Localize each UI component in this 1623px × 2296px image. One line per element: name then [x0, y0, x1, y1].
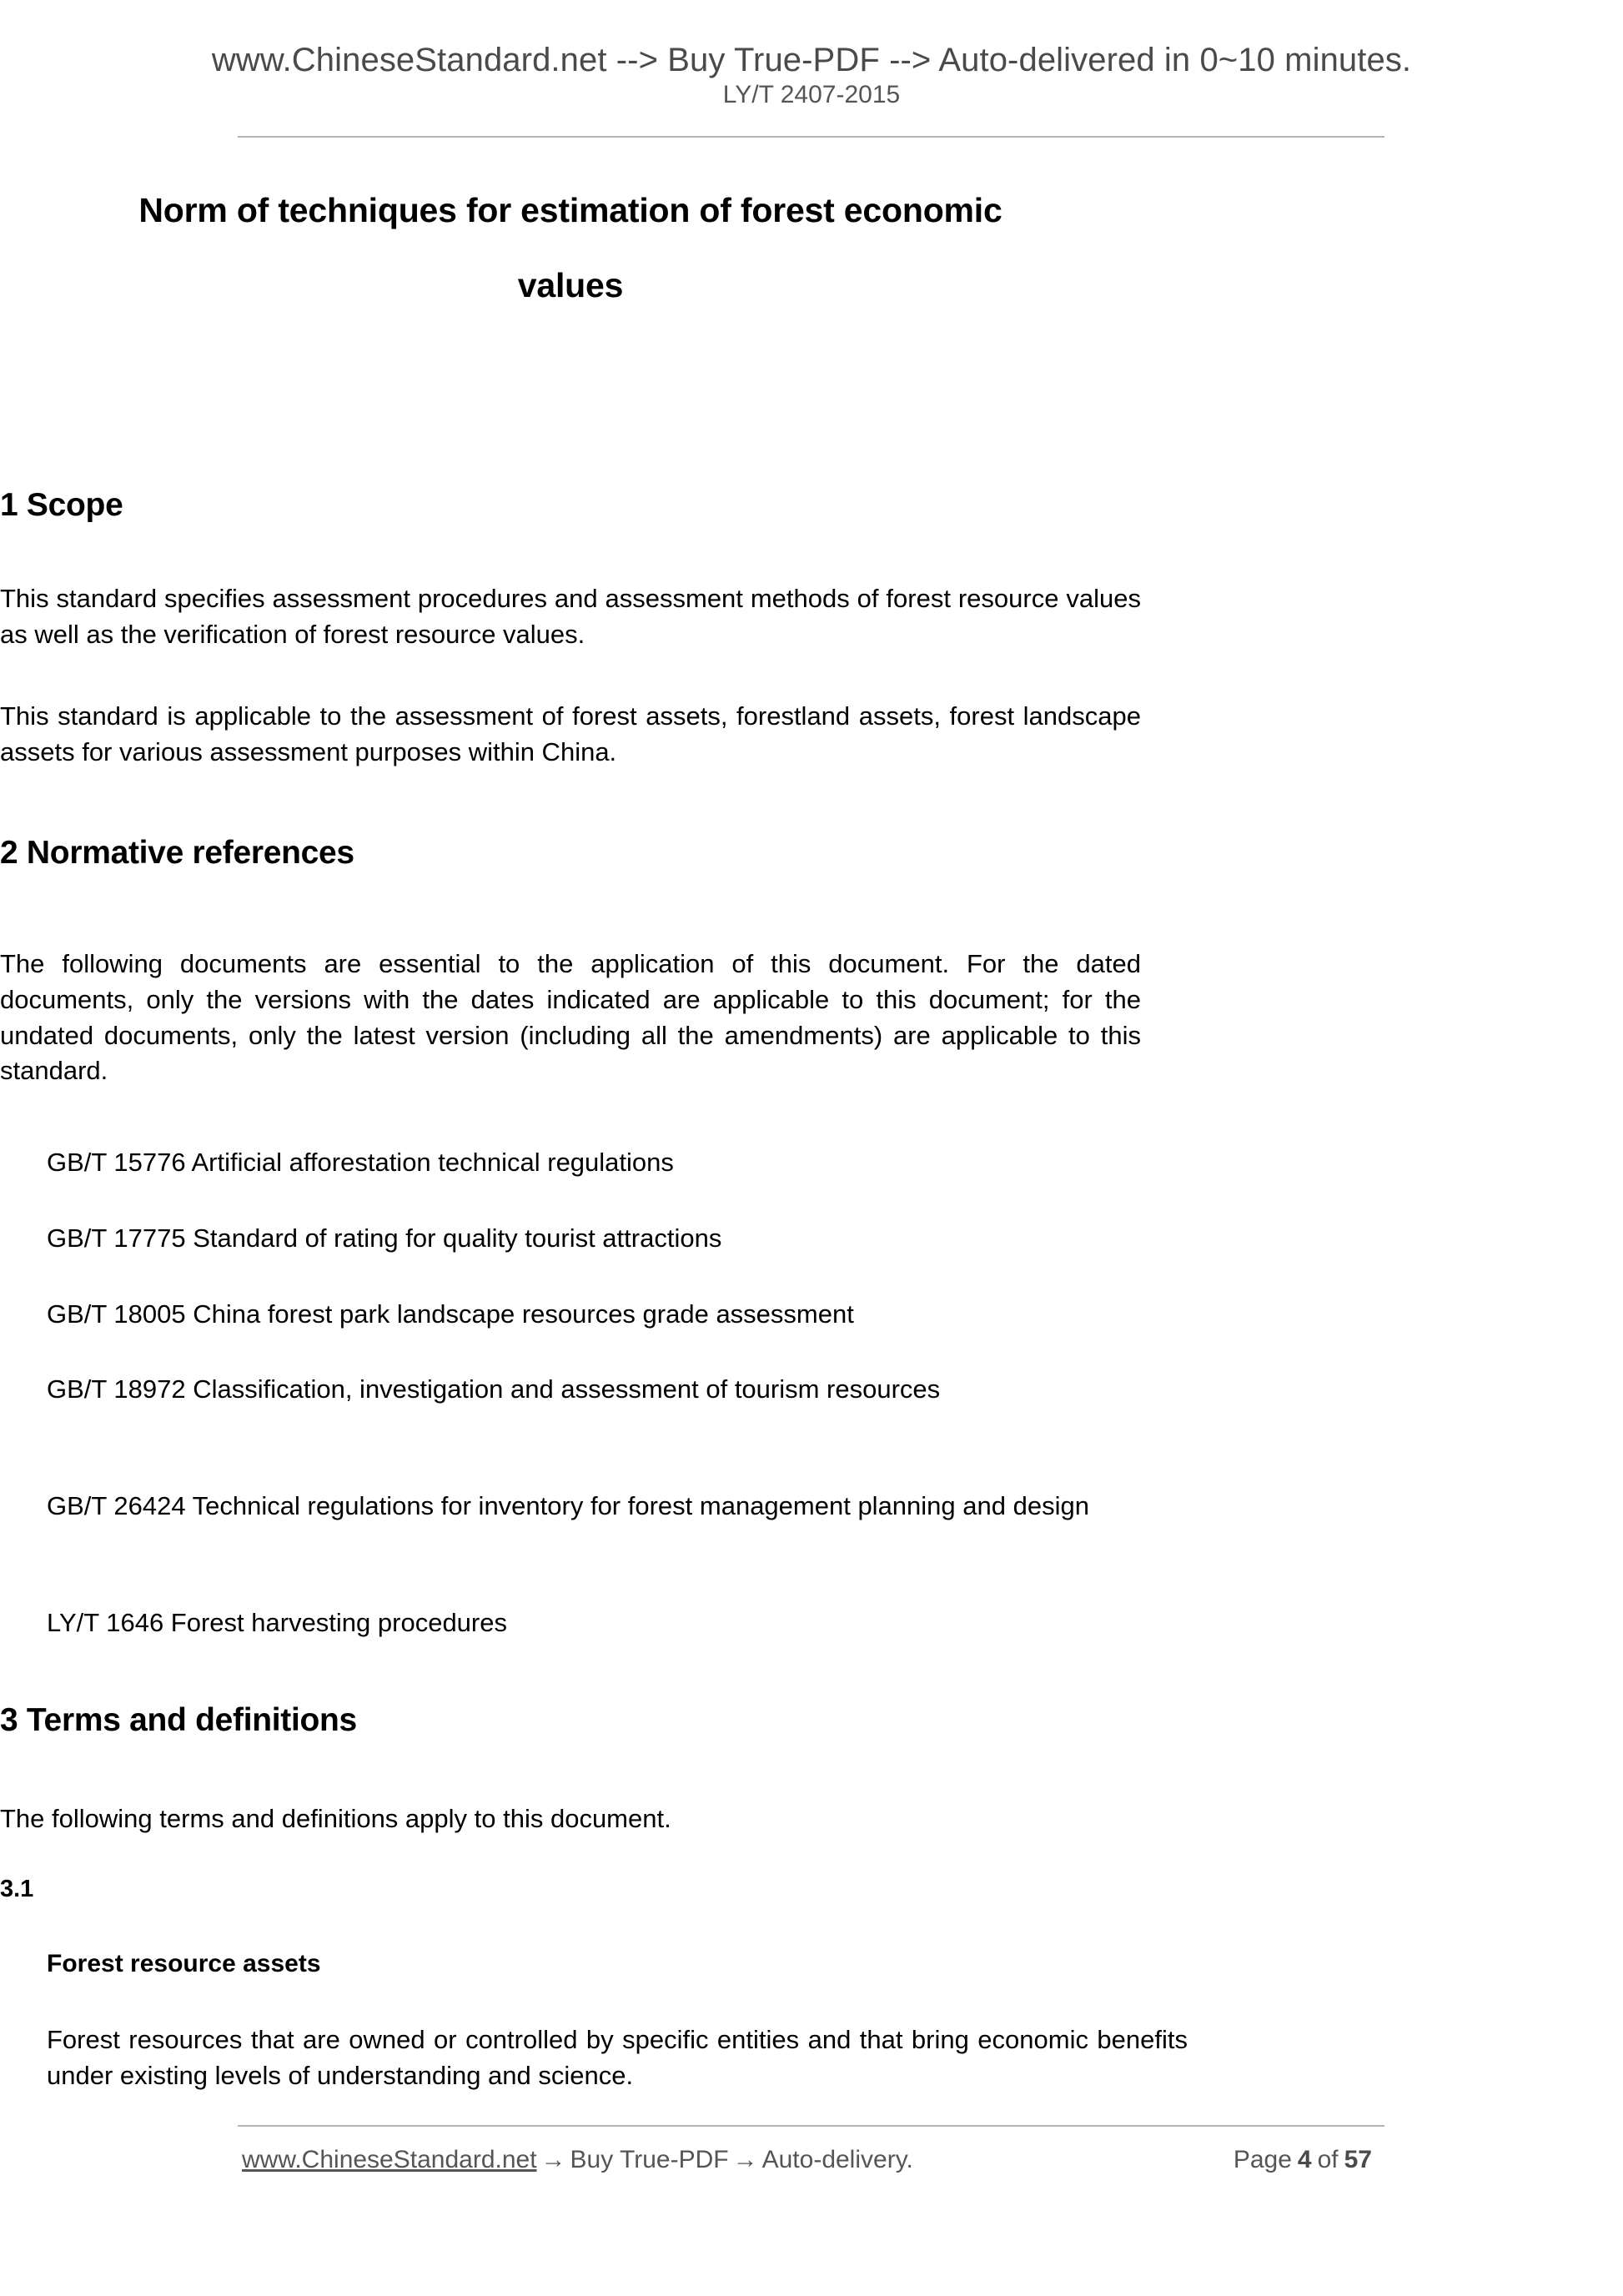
footer-mid-text: Buy True-PDF [570, 2146, 729, 2173]
page-number: 4 [1297, 2146, 1312, 2173]
page-indicator [1234, 2146, 1384, 2174]
header-divider [238, 136, 1384, 138]
reference-item: GB/T 26424 Technical regulations for inventory for forest management planning and design [47, 1491, 1089, 1520]
arrow-right-icon: → [732, 2146, 758, 2173]
scope-paragraph-1: This standard specifies assessment procedures and assessment methods of forest resource values as well as the verification of forest resource values. [0, 584, 1141, 649]
footer-promo [242, 2146, 913, 2174]
heading-scope: 1 Scope [0, 487, 123, 523]
page-footer [242, 2146, 1384, 2174]
header-standard-number: LY/T 2407-2015 [722, 81, 901, 108]
reference-item: GB/T 17775 Standard of rating for quality tourist attractions [47, 1223, 722, 1253]
document-title-line-2: values [517, 265, 624, 304]
reference-item: LY/T 1646 Forest harvesting procedures [47, 1608, 507, 1637]
reference-item: GB/T 18972 Classification, investigation and assessment of tourism resources [47, 1374, 941, 1404]
term-name-forest-resource-assets: Forest resource assets [47, 1950, 321, 1977]
page-label: Page [1233, 2146, 1292, 2173]
of-label: of [1317, 2146, 1339, 2173]
scope-paragraph-2: This standard is applicable to the assessment of forest assets, forestland assets, forest landscape assets for various assessment purposes within China. [0, 701, 1141, 766]
heading-normative-references: 2 Normative references [0, 835, 354, 871]
footer-divider [238, 2125, 1384, 2127]
normative-references-intro: The following documents are essential to the application of this document. For the dated documents, only the versions with the dates indicated are applicable to this document; for the undated documents, only the latest version (including all the amendments) are applicable to this standard. [0, 949, 1141, 1086]
terms-intro: The following terms and definitions apply to this document. [0, 1804, 671, 1833]
footer-end-text: Auto-delivery. [761, 2146, 913, 2173]
header-watermark: www.ChineseStandard.net --> Buy True-PDF --> Auto-delivered in 0~10 minutes. [211, 42, 1412, 78]
document-title-line-1: Norm of techniques for estimation of forest economic [138, 191, 1002, 229]
page-header [0, 43, 1623, 108]
footer-url-link[interactable]: www.ChineseStandard.net [242, 2146, 537, 2173]
heading-terms-and-definitions: 3 Terms and definitions [0, 1702, 357, 1738]
document-title [0, 185, 1141, 311]
term-definition-forest-resource-assets: Forest resources that are owned or controlled by specific entities and that bring economic benefits under existing levels of understanding and science. [47, 2025, 1188, 2090]
clause-number-3-1: 3.1 [0, 1876, 34, 1902]
total-pages: 57 [1344, 2146, 1372, 2173]
reference-item: GB/T 18005 China forest park landscape resources grade assessment [47, 1299, 854, 1329]
reference-item: GB/T 15776 Artificial afforestation technical regulations [47, 1148, 674, 1177]
arrow-right-icon: → [540, 2146, 566, 2173]
